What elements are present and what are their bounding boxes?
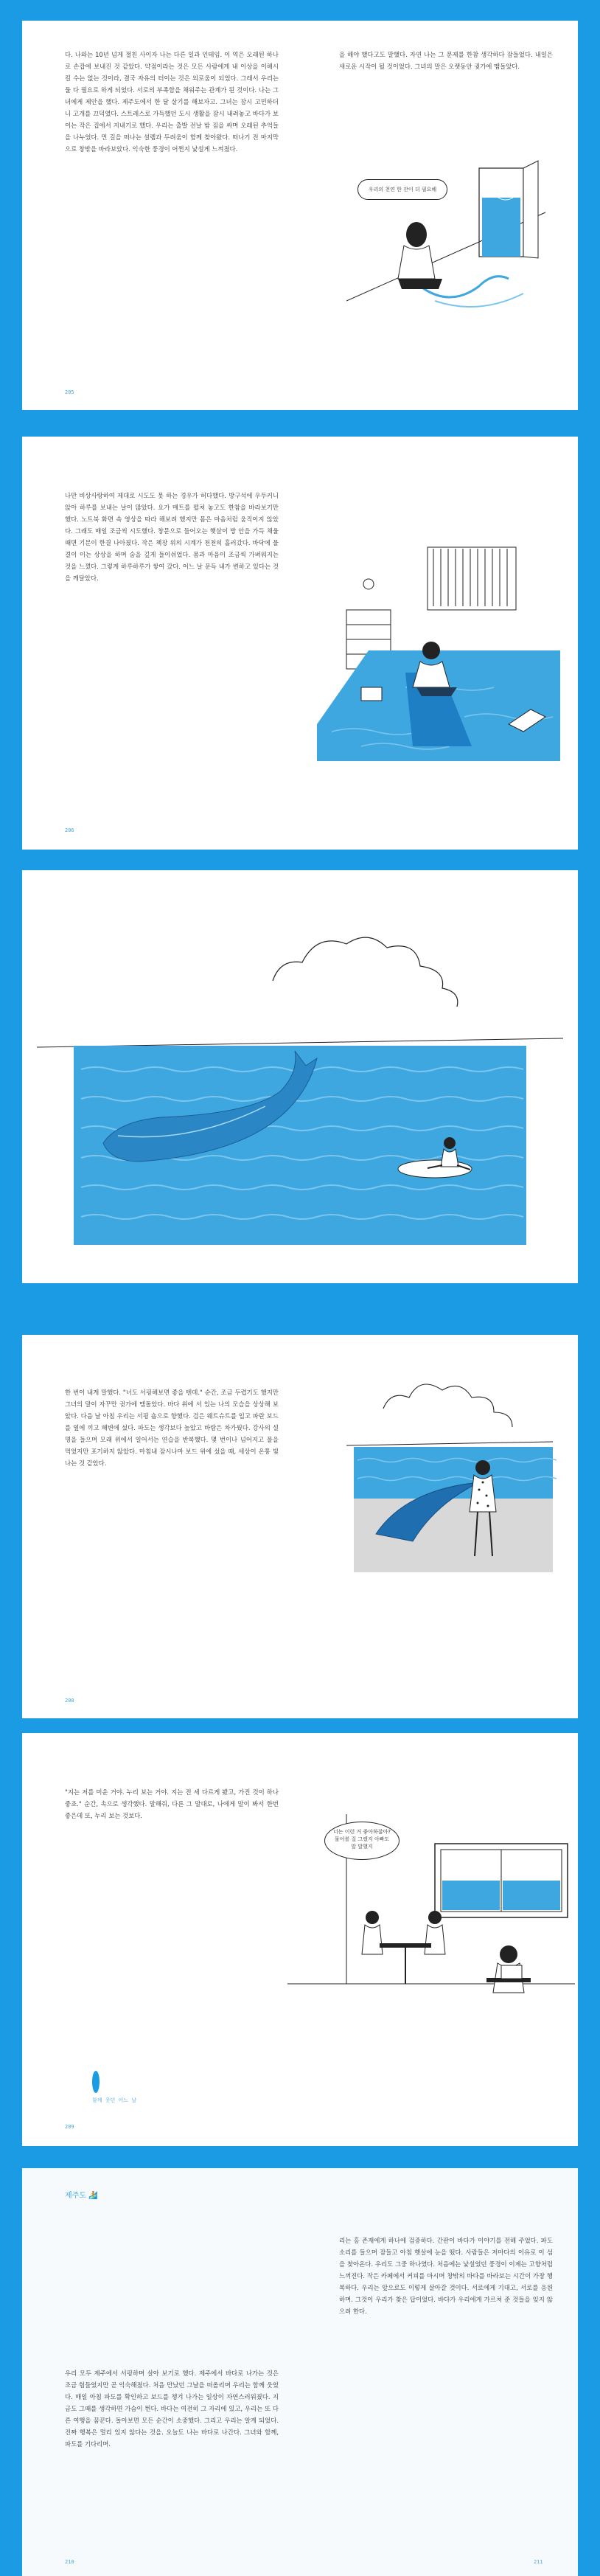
book-spread-2 [22,437,578,850]
book-spread-1 [22,21,578,410]
chapter-header: 제주도 🏄 [65,2192,98,2200]
body-text-left: 다. 나와는 10년 넘게 절친 사이자 나는 다른 일과 인테임. 이 역은 오래된 하나로 손잡에 보내진 것 같았다. 약점이라는 것은 모든 사람에게 내 이상을 이해시킬 수는 없는 것이라, 결국 자유의 터이는 것은 외로움이 되었다. 그래서 우리는 둘 다 필요로 하게 되었다. 서로의 부족함을 채워주는 관계가 된 것이다. 나는 그녀에게 제안을 했다. 제주도에서 한 달 살기를 해보자고. 그녀는 잠시 고민하더니 고개를 끄덕였다. 스트레스로 가득했던 도시 생활을 잠시 내려놓고 바다가 보이는 작은 집에서 지내기로 했다. 우리는 출발 전날 밤 짐을 싸며 오래된 추억들을 나누었다. 먼 길을 떠나는 설렘과 두려움이 함께 찾아왔다. 떠나기 전 마지막으로 창밖을 바라보았다. 익숙한 풍경이 어쩐지 낯설게 느껴졌다. [65,51,279,153]
book-spread-5 [22,1733,578,2146]
body-text-left: 나만 비상사랑하여 제대로 시도도 못 하는 경우가 허다했다. 방구석에 우두커니 앉아 하루를 보내는 날이 많았다. 요가 매트를 펼쳐 놓고도 한참을 바라보기만 했다. 노트북 화면 속 영상을 따라 해보려 했지만 몸은 마음처럼 움직이지 않았다. 그래도 매일 조금씩 시도했다. 창문으로 들어오는 햇살이 방 안을 가득 채울 때면 기분이 한결 나아졌다. 작은 책장 위의 시계가 천천히 흘러갔다. 바닥에 물결이 이는 상상을 하며 숨을 깊게 들이쉬었다. 몸과 마음이 조금씩 가벼워지는 것을 느꼈다. 그렇게 하루하루가 쌓여 갔다. 어느 날 문득 내가 변하고 있다는 것을 깨달았다. [65,492,279,582]
illustration-page-whale [22,870,578,1283]
caption: 함께 웃던 어느 날 [92,2097,136,2103]
body-text-right: 리는 홈 존재에게 하나에 검증하다. 간판이 바다가 이야기를 전해 주었다. 파도 소리를 들으며 잠들고 아침 햇살에 눈을 떴다. 사람들은 저마다의 이유로 이 섬을 찾아온다. 우리도 그중 하나였다. 처음에는 낯설었던 풍경이 이제는 고향처럼 느껴진다. 작은 카페에서 커피를 마시며 창밖의 바다를 바라보는 시간이 가장 행복하다. 우리는 앞으로도 이렇게 살아갈 것이다. 서로에게 기대고, 서로를 응원하며. 그것이 우리가 찾은 답이었다. 바다가 우리에게 가르쳐 준 것들을 잊지 않으려 한다. [339,2237,553,2315]
speech-text: 우리의 천연 한 잔이 더 필요해 [368,187,437,192]
speech-text: 너는 이런 거 좋아하잖아? 물어볼 걸 그랬지 아빠도 말 말했지 [332,1829,391,1850]
speech-bubble [357,179,447,200]
illustration-whale-surfer [22,870,578,1283]
page-number: 208 [65,1698,74,1704]
illustration-beach-surfboard [332,1379,560,1600]
page-number: 209 [65,2124,74,2130]
page-number: 206 [65,827,74,833]
book-spread-4 [22,1335,578,1718]
body-text-left: 우리 모두 제주에서 서핑하며 살아 보기로 했다. 제주에서 바다로 나가는 것은 조금 힘들었지만 곧 익숙해졌다. 처음 만났던 그날을 떠올리며 우리는 함께 웃었다. 매일 아침 파도를 확인하고 보드를 챙겨 나가는 일상이 자연스러워졌다. 지금도 그때를 생각하면 가슴이 뛴다. 바다는 여전히 그 자리에 있고, 우리는 또 다른 여행을 꿈꾼다. 돌아보면 모든 순간이 소중했다. 그리고 우리는 알게 되었다. 진짜 행복은 멀리 있지 않다는 것을. 오늘도 나는 바다로 나간다. 그녀와 함께, 파도를 기다리며. [65,2370,279,2448]
page-number-left: 210 [65,2559,74,2565]
page-number-right: 211 [534,2559,543,2565]
speech-bubble [324,1822,400,1860]
illustration-yoga-room [317,540,560,761]
body-text-right: 을 해야 했다고도 말했다. 자연 나는 그 문제를 한참 생각하다 잠들었다. 내일은 새로운 시작이 될 것이었다. 그녀의 말은 오랫동안 귓가에 맴돌았다. [339,51,553,70]
surfboard-icon [92,2071,100,2093]
page-number: 205 [65,389,74,395]
body-text-left: 한 번이 내게 말했다. "너도 서핑해보면 좋을 텐데." 순간, 조금 두렵기도 했지만 그녀의 말이 자꾸만 귓가에 맴돌았다. 바다 위에 서 있는 나의 모습을 상상해 보았다. 다음 날 아침 우리는 서핑 숍으로 향했다. 검은 웨트슈트를 입고 파란 보드를 옆에 끼고 해변에 섰다. 파도는 생각보다 높았고 바람은 차가웠다. 강사의 설명을 들으며 모래 위에서 일어서는 연습을 반복했다. 몇 번이나 넘어지고 물을 먹었지만 포기하지 않았다. 마침내 잠시나마 보드 위에 섰을 때, 세상이 온통 빛나는 것 같았다. [65,1389,279,1467]
body-text-left: "지는 저를 미운 거야. 누리 보는 거야. 지는 전 세 다르게 봤고, 가진 것이 하나 좋죠." 순간, 속으로 생각했다. 말해줘, 다른 그 말대로, 나에게 말이 봐서 한번 좋은데 또, 누리 보는 것보다. [65,1788,279,1819]
book-spread-6 [22,2168,578,2576]
